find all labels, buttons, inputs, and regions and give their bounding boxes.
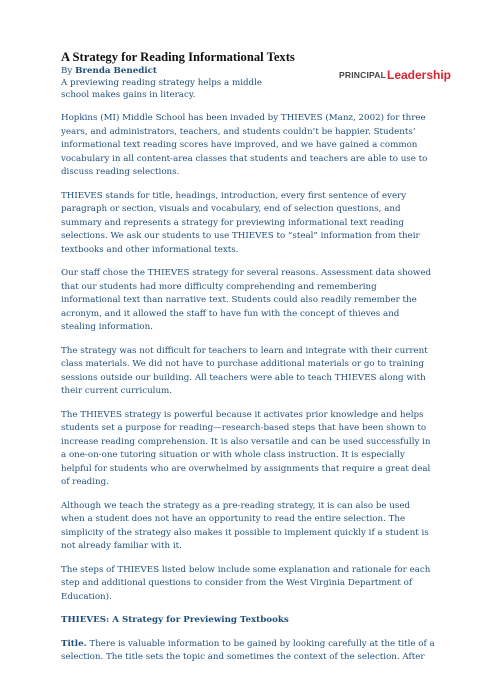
article-deck: A previewing reading strategy helps a middle school makes gains in literacy. <box>61 78 263 100</box>
byline-prefix: By <box>61 66 76 76</box>
article-body <box>61 50 436 675</box>
principal-leadership-logo <box>339 66 459 84</box>
logo-word-principal: PRINCIPAL <box>339 70 386 80</box>
paragraph: The THIEVES strategy is powerful because it activates prior knowledge and helps students set a purpose for reading—research-based steps that have been shown to increase reading comprehension. It is also versatile and can be used successfully in a one-on-one tutoring situation or with whole class instruction. It is especially helpful for students who are overwhelmed by assignments that require a great deal of reading. <box>61 409 431 487</box>
paragraph: The steps of THIEVES listed below include some explanation and rationale for each step and additional questions to consider from the West Virginia Department of Education). <box>61 564 431 602</box>
paragraph: THIEVES stands for title, headings, introduction, every first sentence of every paragraph or section, visuals and vocabulary, end of selection questions, and summary and represents a strategy for previewing informational text reading selections. We ask our students to use THIEVES to “steal” information from their textbooks and other informational texts. <box>61 190 420 255</box>
article-title: A Strategy for Reading Informational Texts <box>61 50 295 64</box>
section-heading: THIEVES: A Strategy for Previewing Textbooks <box>61 615 289 625</box>
step-lead: Title. <box>61 638 87 649</box>
paragraph: Although we teach the strategy as a pre-reading strategy, it is can also be used when a student does not have an opportunity to read the entire selection. The simplicity of the strategy also makes it possible to implement quickly if a student is not already familiar with it. <box>61 500 429 551</box>
step-text: There is valuable information to be gained by looking carefully at the title of a selection. The title sets the topic and sometimes the context of the selection. After <box>61 638 435 662</box>
paragraph: Our staff chose the THIEVES strategy for several reasons. Assessment data showed that our students had more difficulty comprehending and remembering informational text than narrative text. Students could also readily remember the acronym, and it allowed the staff to have fun with the concept of thieves and stealing information. <box>61 268 432 332</box>
author-name: Brenda Benedict <box>75 66 157 76</box>
paragraph-title-step <box>61 638 436 665</box>
logo-word-leadership: Leadership <box>386 68 452 82</box>
paragraph: The strategy was not difficult for teachers to learn and integrate with their current class materials. We did not have to purchase additional materials or go to training sessions outside our building. All teachers were able to teach THIEVES along with their current curriculum. <box>61 345 428 396</box>
paragraph: Hopkins (MI) Middle School has been invaded by THIEVES (Manz, 2002) for three years, and administrators, teachers, and students couldn’t be happier. Students’ informational text reading scores have improved, and we have gained a common vocabulary in all content-area classes that students and teachers are able to use to discuss reading selections. <box>61 113 428 177</box>
